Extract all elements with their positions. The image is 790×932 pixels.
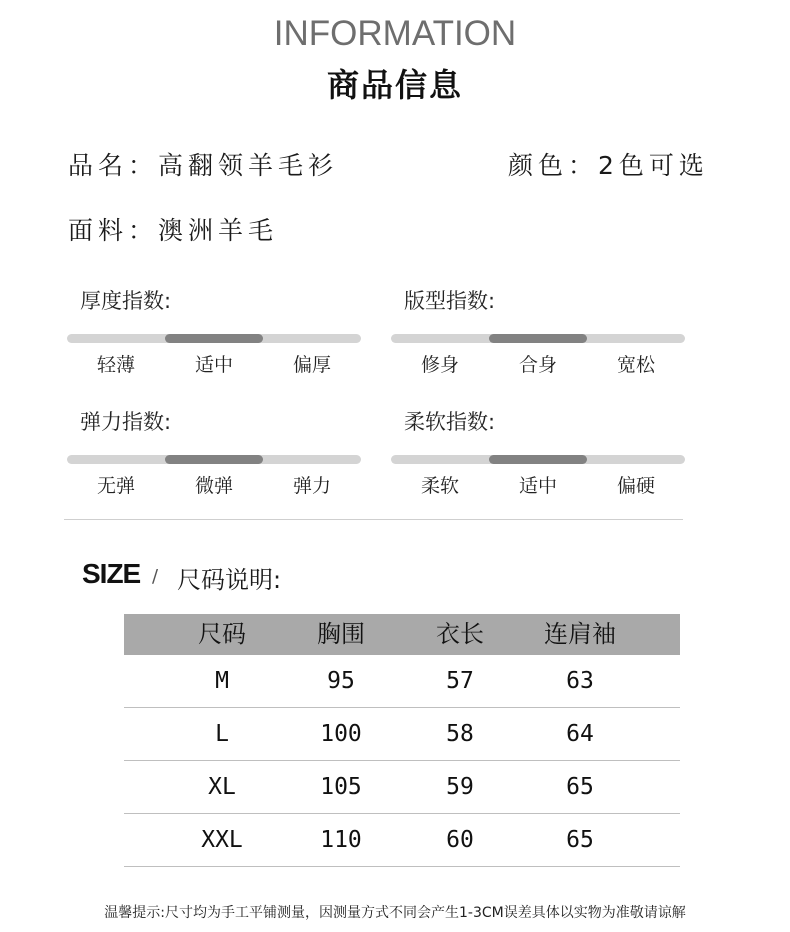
- index-fit-option: 合身: [518, 354, 557, 376]
- spec-color: 颜色：2色可选: [508, 151, 709, 180]
- index-fit-option: 宽松: [616, 354, 655, 376]
- header-title-en: INFORMATION: [273, 14, 517, 53]
- size-table-header: [124, 614, 680, 655]
- index-thickness-option: 偏厚: [292, 354, 331, 376]
- header-cell-length: 衣长: [436, 620, 484, 648]
- size-table: [124, 614, 680, 867]
- index-thickness-selected: [165, 334, 263, 343]
- index-elasticity-track: [67, 455, 361, 464]
- table-row: [124, 708, 680, 761]
- table-cell: 105: [320, 774, 362, 800]
- header-cell-chest: 胸围: [317, 620, 365, 648]
- index-softness-option: 柔软: [420, 475, 459, 497]
- index-elasticity-option: 微弹: [194, 475, 233, 497]
- spec-fabric: 面料：澳洲羊毛: [68, 216, 279, 245]
- table-row: [124, 655, 680, 708]
- header-cell-size: 尺码: [198, 620, 246, 648]
- header-title-cn: 商品信息: [326, 66, 463, 104]
- section-divider: [64, 519, 683, 520]
- index-fit-option: 修身: [420, 354, 459, 376]
- table-row: [124, 814, 680, 867]
- table-cell: 65: [566, 827, 594, 853]
- size-title-cn: 尺码说明:: [177, 566, 282, 594]
- index-thickness-option: 适中: [194, 354, 233, 376]
- size-title-en: SIZE: [82, 558, 141, 589]
- table-cell: L: [215, 721, 229, 747]
- index-thickness-track: [67, 334, 361, 343]
- index-elasticity-option: 无弹: [96, 475, 135, 497]
- table-cell: 95: [327, 668, 355, 694]
- table-cell: 110: [320, 827, 362, 853]
- table-cell: 57: [446, 668, 474, 694]
- index-elasticity-selected: [165, 455, 263, 464]
- index-softness-label: 柔软指数:: [404, 410, 496, 434]
- index-softness-option: 偏硬: [616, 475, 655, 497]
- spec-product-name: 品名：高翻领羊毛衫: [68, 151, 339, 180]
- table-cell: 59: [446, 774, 474, 800]
- index-fit-selected: [489, 334, 587, 343]
- size-title-slash: /: [152, 566, 159, 587]
- footer-note: 温馨提示:尺寸均为手工平铺测量，因测量方式不同会产生1-3CM误差具体以实物为准敬请谅解: [104, 905, 686, 921]
- header-cell-sleeve: 连肩袖: [544, 620, 616, 648]
- table-cell: XXL: [201, 827, 243, 853]
- index-softness-selected: [489, 455, 587, 464]
- table-row: [124, 761, 680, 814]
- index-elasticity-label: 弹力指数:: [80, 410, 172, 434]
- table-cell: 64: [566, 721, 594, 747]
- table-cell: 60: [446, 827, 474, 853]
- table-cell: M: [215, 668, 229, 694]
- table-cell: XL: [208, 774, 236, 800]
- index-softness-option: 适中: [518, 475, 557, 497]
- table-cell: 58: [446, 721, 474, 747]
- index-fit-label: 版型指数:: [404, 289, 496, 313]
- index-thickness-option: 轻薄: [96, 354, 135, 376]
- index-thickness-label: 厚度指数:: [80, 289, 172, 313]
- index-elasticity-option: 弹力: [292, 475, 331, 497]
- table-cell: 100: [320, 721, 362, 747]
- table-cell: 63: [566, 668, 594, 694]
- table-cell: 65: [566, 774, 594, 800]
- index-softness-track: [391, 455, 685, 464]
- index-fit-track: [391, 334, 685, 343]
